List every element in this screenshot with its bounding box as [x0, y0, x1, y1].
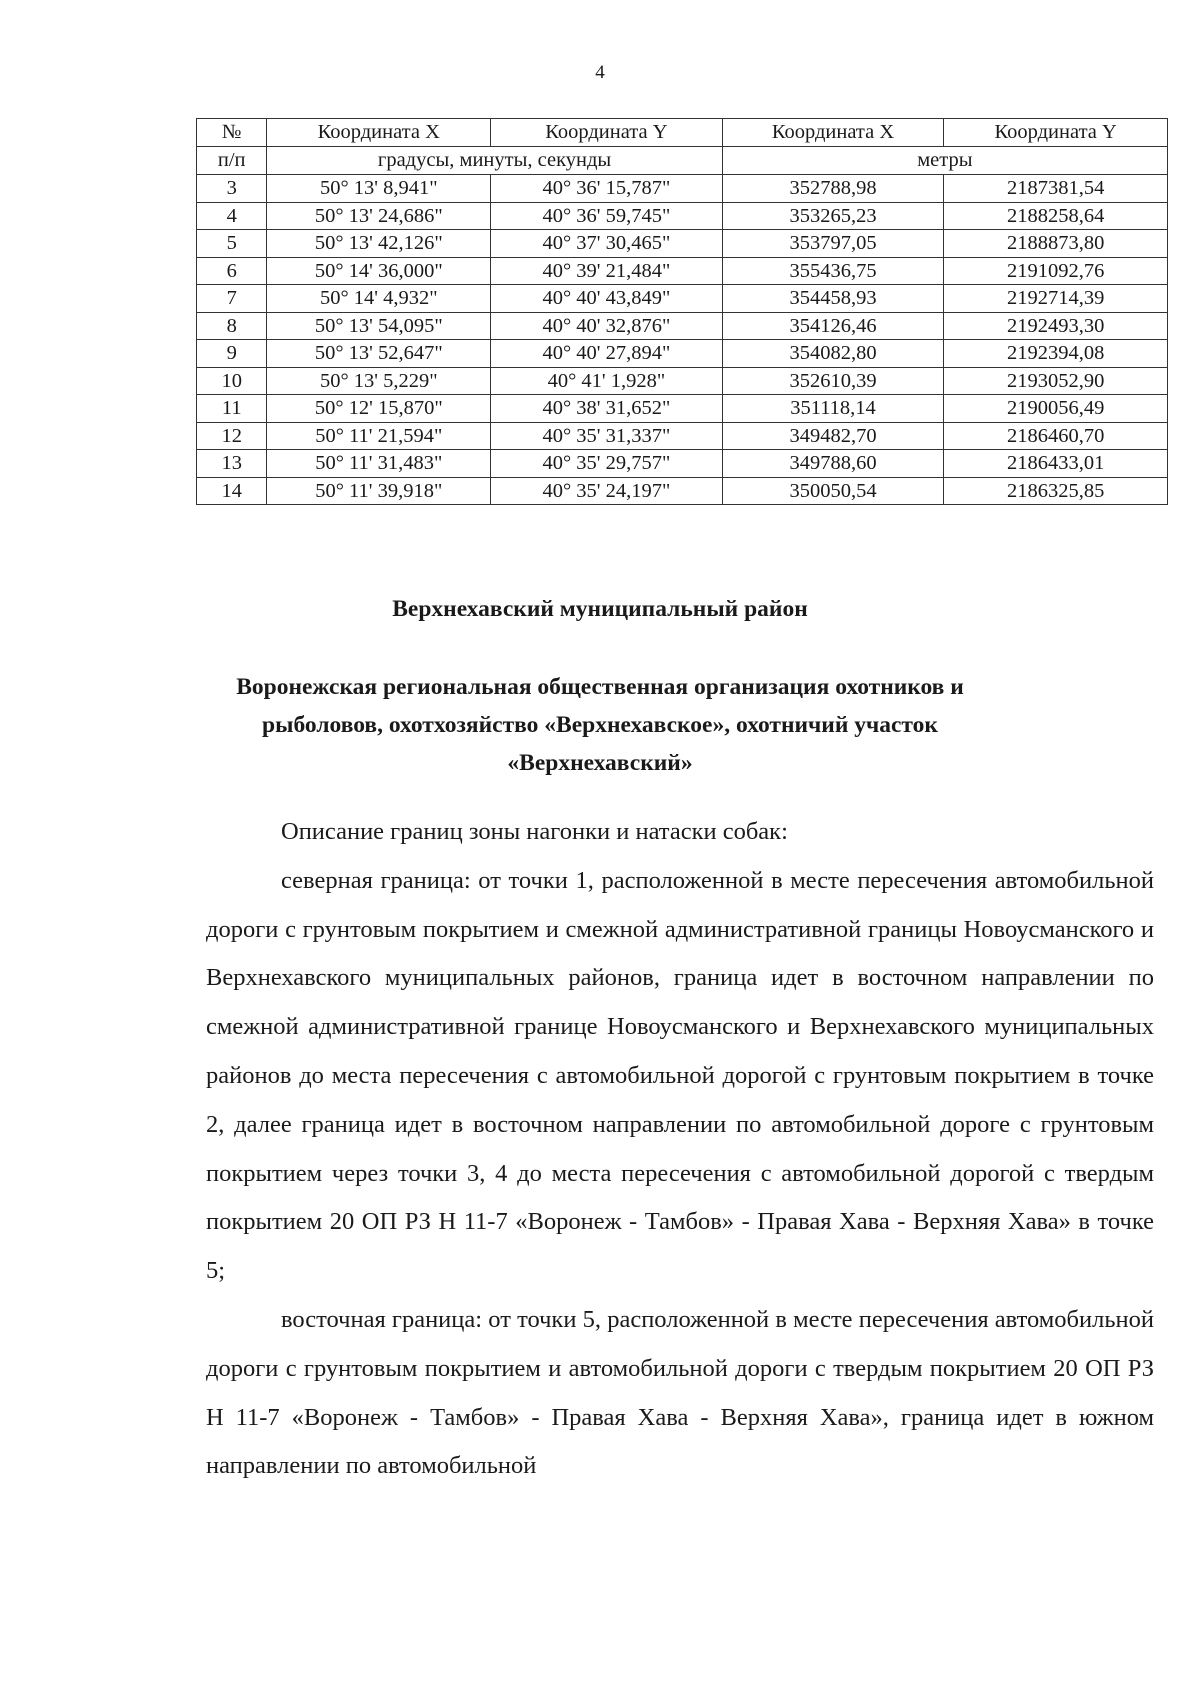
cell-coord-y-m: 2192394,08 [944, 340, 1168, 368]
cell-coord-x-m: 354126,46 [722, 312, 944, 340]
table-row [197, 312, 1168, 340]
header-coord-x-deg: Координата X [267, 119, 491, 147]
cell-coord-x-deg: 50° 14' 4,932" [267, 285, 491, 313]
cell-coord-y-deg: 40° 37' 30,465" [491, 230, 723, 258]
cell-coord-x-m: 349482,70 [722, 422, 944, 450]
cell-coord-y-deg: 40° 38' 31,652" [491, 395, 723, 423]
header-coord-y-m: Координата Y [944, 119, 1168, 147]
cell-coord-y-deg: 40° 36' 59,745" [491, 202, 723, 230]
header-num-sub: п/п [197, 147, 267, 175]
cell-number: 8 [197, 312, 267, 340]
table-row [197, 450, 1168, 478]
coordinates-table [196, 118, 1168, 505]
table-row [197, 175, 1168, 203]
cell-coord-y-m: 2188873,80 [944, 230, 1168, 258]
cell-coord-x-m: 354082,80 [722, 340, 944, 368]
cell-coord-y-m: 2192493,30 [944, 312, 1168, 340]
header-unit-meters: метры [722, 147, 1167, 175]
header-coord-y-deg: Координата Y [491, 119, 723, 147]
table-row [197, 202, 1168, 230]
cell-number: 7 [197, 285, 267, 313]
table-row [197, 477, 1168, 505]
page-number: 4 [595, 62, 605, 83]
cell-coord-y-m: 2190056,49 [944, 395, 1168, 423]
cell-coord-x-m: 351118,14 [722, 395, 944, 423]
cell-coord-x-m: 350050,54 [722, 477, 944, 505]
cell-number: 12 [197, 422, 267, 450]
cell-coord-x-m: 353797,05 [722, 230, 944, 258]
cell-coord-x-deg: 50° 12' 15,870" [267, 395, 491, 423]
cell-coord-y-deg: 40° 35' 29,757" [491, 450, 723, 478]
cell-coord-y-deg: 40° 40' 43,849" [491, 285, 723, 313]
cell-coord-x-deg: 50° 11' 31,483" [267, 450, 491, 478]
cell-coord-y-m: 2193052,90 [944, 367, 1168, 395]
cell-coord-y-deg: 40° 40' 32,876" [491, 312, 723, 340]
organization-title [0, 668, 1200, 782]
cell-coord-x-m: 352788,98 [722, 175, 944, 203]
header-unit-degrees: градусы, минуты, секунды [267, 147, 722, 175]
paragraph-intro: Описание границ зоны нагонки и натаски собак: [281, 818, 788, 845]
cell-coord-x-deg: 50° 13' 54,095" [267, 312, 491, 340]
organization-title-line: рыболовов, охотхозяйство «Верхнехавское», охотничий участок [262, 712, 938, 738]
cell-coord-y-deg: 40° 41' 1,928" [491, 367, 723, 395]
cell-coord-x-deg: 50° 11' 39,918" [267, 477, 491, 505]
cell-number: 13 [197, 450, 267, 478]
cell-number: 11 [197, 395, 267, 423]
table-row [197, 340, 1168, 368]
table-body [197, 175, 1168, 505]
cell-coord-y-m: 2187381,54 [944, 175, 1168, 203]
cell-coord-y-m: 2191092,76 [944, 257, 1168, 285]
header-num: № [197, 119, 267, 147]
cell-coord-x-deg: 50° 13' 8,941" [267, 175, 491, 203]
cell-coord-x-deg: 50° 13' 52,647" [267, 340, 491, 368]
cell-coord-y-m: 2192714,39 [944, 285, 1168, 313]
header-coord-x-m: Координата X [722, 119, 944, 147]
cell-number: 14 [197, 477, 267, 505]
cell-coord-y-deg: 40° 36' 15,787" [491, 175, 723, 203]
cell-coord-x-m: 355436,75 [722, 257, 944, 285]
table-unit-row [197, 147, 1168, 175]
table-row [197, 422, 1168, 450]
paragraph-east-boundary: восточная граница: от точки 5, расположенной в месте пересечения автомобильной дороги с грунтовым покрытием и автомобильной дороги с твердым покрытием 20 ОП РЗ Н 11-7 «Воронеж - Тамбов» - Правая Хава - Верхняя Хава», граница идет в южном направлении по автомобильной [206, 1305, 1154, 1480]
table-row [197, 230, 1168, 258]
cell-coord-x-m: 354458,93 [722, 285, 944, 313]
cell-coord-y-deg: 40° 35' 31,337" [491, 422, 723, 450]
cell-coord-x-deg: 50° 13' 5,229" [267, 367, 491, 395]
cell-number: 4 [197, 202, 267, 230]
cell-coord-x-m: 353265,23 [722, 202, 944, 230]
cell-coord-x-m: 349788,60 [722, 450, 944, 478]
organization-title-line: Воронежская региональная общественная организация охотников и [236, 674, 964, 700]
cell-number: 10 [197, 367, 267, 395]
table-header-row [197, 119, 1168, 147]
cell-coord-y-m: 2188258,64 [944, 202, 1168, 230]
table-row [197, 257, 1168, 285]
cell-coord-y-m: 2186460,70 [944, 422, 1168, 450]
cell-number: 3 [197, 175, 267, 203]
cell-coord-x-deg: 50° 11' 21,594" [267, 422, 491, 450]
cell-coord-y-deg: 40° 35' 24,197" [491, 477, 723, 505]
cell-number: 6 [197, 257, 267, 285]
organization-title-line: «Верхнехавский» [507, 750, 693, 776]
cell-coord-y-deg: 40° 40' 27,894" [491, 340, 723, 368]
district-title: Верхнехавский муниципальный район [392, 596, 808, 622]
cell-number: 9 [197, 340, 267, 368]
table-row [197, 285, 1168, 313]
cell-coord-y-m: 2186433,01 [944, 450, 1168, 478]
cell-coord-x-deg: 50° 13' 24,686" [267, 202, 491, 230]
table-row [197, 395, 1168, 423]
cell-coord-x-deg: 50° 13' 42,126" [267, 230, 491, 258]
cell-number: 5 [197, 230, 267, 258]
cell-coord-y-deg: 40° 39' 21,484" [491, 257, 723, 285]
boundary-description [206, 808, 1154, 1491]
cell-coord-x-deg: 50° 14' 36,000" [267, 257, 491, 285]
paragraph-north-boundary: северная граница: от точки 1, расположенной в месте пересечения автомобильной дороги с грунтовым покрытием и смежной административной границы Новоусманского и Верхнехавского муниципальных районов, граница идет в восточном направлении по смежной административной границе Новоусманского и Верхнехавского муниципальных районов до места пересечения с автомобильной дорогой с грунтовым покрытием в точке 2, далее граница идет в восточном направлении по автомобильной дороге с грунтовым покрытием через точки 3, 4 до места пересечения с автомобильной дорогой с твердым покрытием 20 ОП РЗ Н 11-7 «Воронеж - Тамбов» - Правая Хава - Верхняя Хава» в точке 5; [206, 866, 1154, 1285]
cell-coord-x-m: 352610,39 [722, 367, 944, 395]
table-row [197, 367, 1168, 395]
cell-coord-y-m: 2186325,85 [944, 477, 1168, 505]
